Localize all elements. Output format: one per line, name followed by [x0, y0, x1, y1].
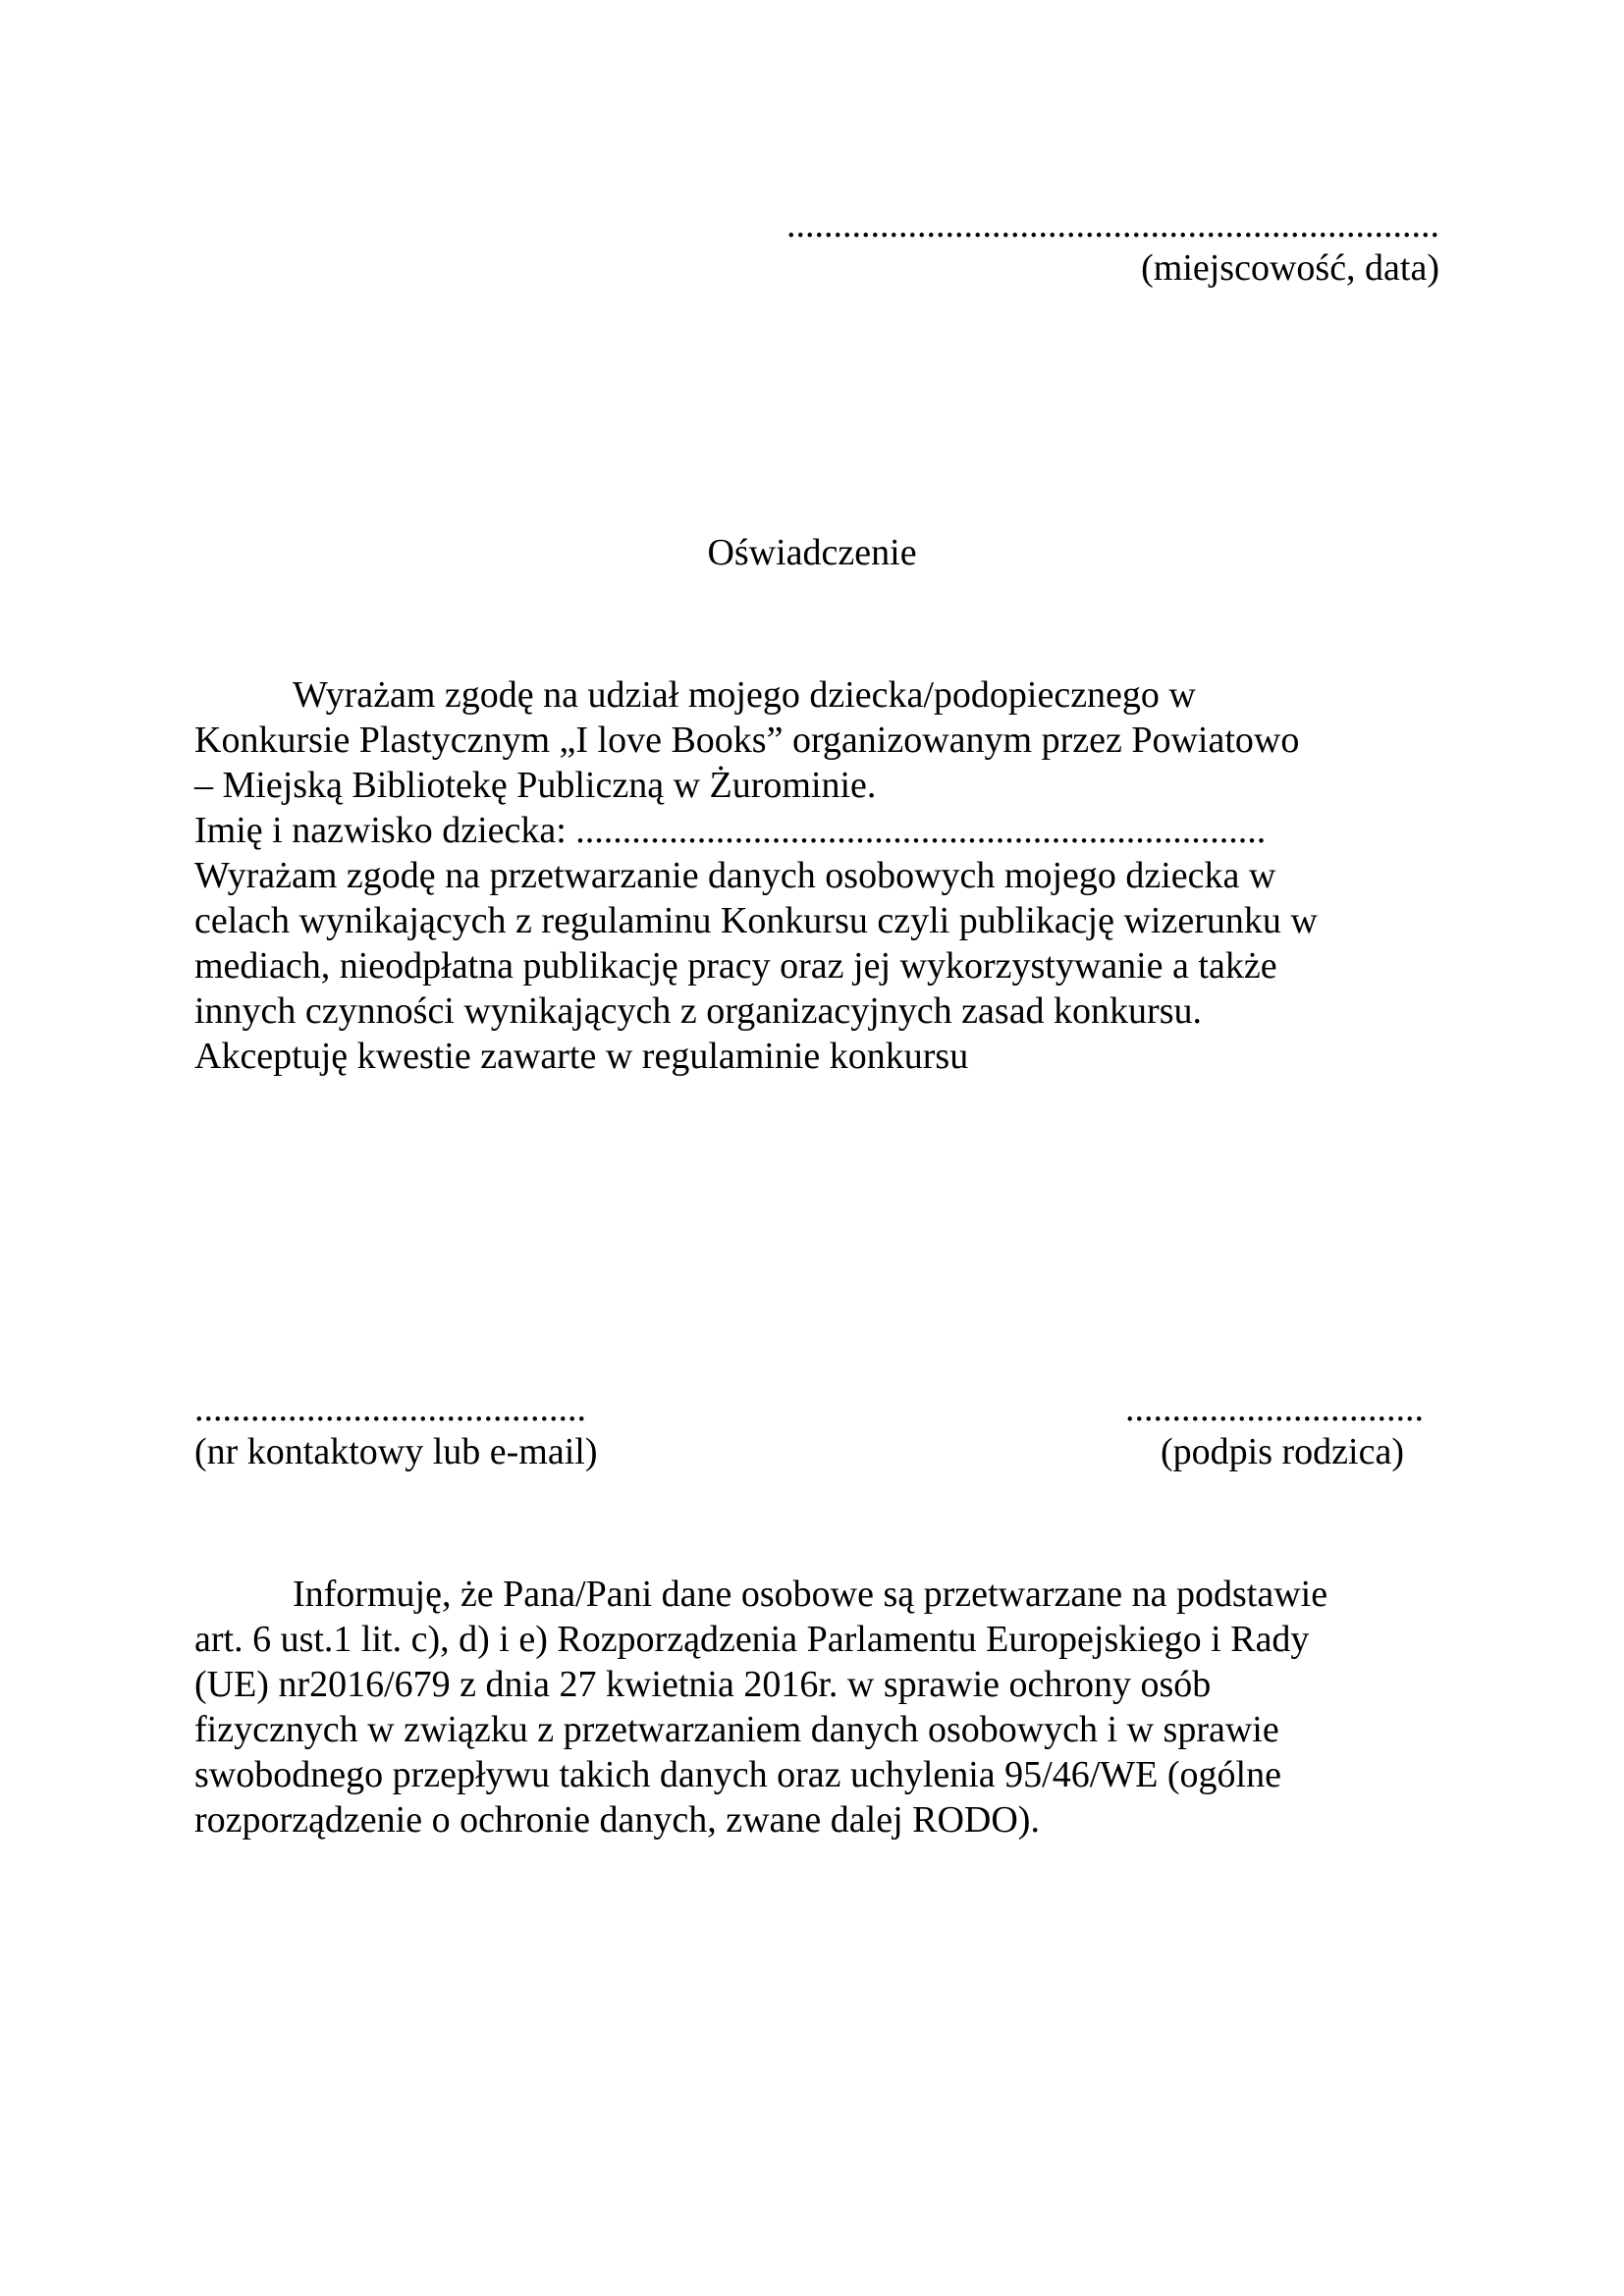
notice-line: Informuję, że Pana/Pani dane osobowe są przetwarzane na podstawie: [293, 1574, 1328, 1615]
signature-label: (podpis rodzica): [1161, 1431, 1404, 1472]
consent-line: Akceptuję kwestie zawarte w regulaminie konkursu: [194, 1036, 969, 1077]
consent-line: Konkursie Plastycznym „I love Books” organizowanym przez Powiatowo: [194, 720, 1300, 761]
place-date-field[interactable]: ......................................................................: [786, 204, 1439, 245]
contact-label: (nr kontaktowy lub e-mail): [194, 1431, 598, 1472]
child-name-field[interactable]: Imię i nazwisko dziecka: ..........................................................................: [194, 810, 1267, 851]
notice-line: art. 6 ust.1 lit. c), d) i e) Rozporządzenia Parlamentu Europejskiego i Rady: [194, 1619, 1310, 1660]
notice-line: fizycznych w związku z przetwarzaniem danych osobowych i w sprawie: [194, 1709, 1279, 1750]
place-date-label: (miejscowość, data): [1141, 247, 1439, 289]
consent-line: innych czynności wynikających z organizacyjnych zasad konkursu.: [194, 990, 1202, 1032]
consent-line: Wyrażam zgodę na udział mojego dziecka/podopiecznego w: [293, 674, 1196, 716]
notice-line: (UE) nr2016/679 z dnia 27 kwietnia 2016r. w sprawie ochrony osób: [194, 1664, 1212, 1705]
consent-line: – Miejską Bibliotekę Publiczną w Żurominie.: [194, 765, 877, 806]
signature-field[interactable]: ................................: [1125, 1388, 1424, 1429]
notice-line: rozporządzenie o ochronie danych, zwane dalej RODO).: [194, 1799, 1040, 1841]
consent-line: mediach, nieodpłatna publikację pracy oraz jej wykorzystywanie a także: [194, 945, 1277, 987]
document-title: Oświadczenie: [707, 532, 917, 573]
notice-line: swobodnego przepływu takich danych oraz uchylenia 95/46/WE (ogólne: [194, 1754, 1281, 1795]
consent-line: Wyrażam zgodę na przetwarzanie danych osobowych mojego dziecka w: [194, 855, 1276, 896]
contact-field[interactable]: ..........................................: [194, 1388, 586, 1429]
consent-line: celach wynikających z regulaminu Konkursu czyli publikację wizerunku w: [194, 900, 1318, 941]
